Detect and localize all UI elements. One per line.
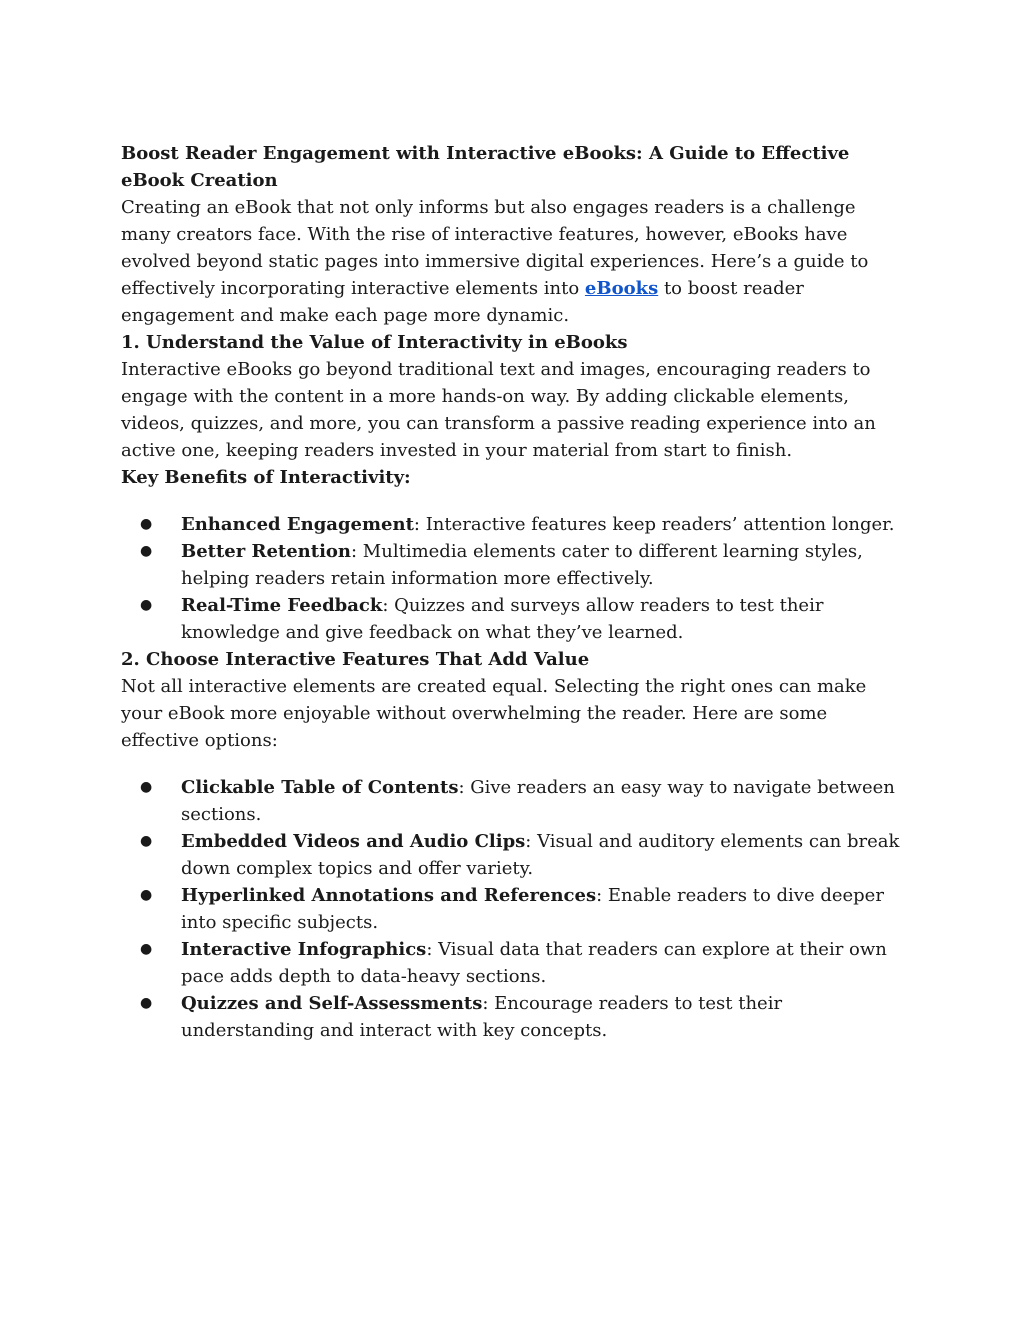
bullet-icon: ● <box>140 516 153 532</box>
feature-term: Interactive Infographics <box>181 939 427 960</box>
benefit-text: : Multimedia elements cater to different learning styles, helping readers retain information more effectively. <box>181 541 863 589</box>
list-item <box>121 936 901 990</box>
list-item <box>121 592 901 646</box>
document-page <box>121 140 901 1044</box>
bullet-icon: ● <box>140 833 153 849</box>
bullet-icon: ● <box>140 543 153 559</box>
bullet-icon: ● <box>140 941 153 957</box>
intro-paragraph <box>121 194 901 329</box>
list-item <box>121 828 901 882</box>
bullet-icon: ● <box>140 597 153 613</box>
feature-term: Hyperlinked Annotations and References <box>181 885 597 906</box>
intro-text-after: to boost reader engagement and make each page more dynamic. <box>121 278 804 326</box>
section-1-heading: 1. Understand the Value of Interactivity in eBooks <box>121 332 628 353</box>
list-item <box>121 511 901 538</box>
benefits-list <box>121 511 901 646</box>
feature-text: : Visual data that readers can explore at their own pace adds depth to data-heavy sections. <box>181 939 887 987</box>
feature-text: : Encourage readers to test their understanding and interact with key concepts. <box>181 993 783 1041</box>
list-item <box>121 990 901 1044</box>
list-item <box>121 882 901 936</box>
section-2-heading: 2. Choose Interactive Features That Add Value <box>121 649 590 670</box>
feature-text: : Give readers an easy way to navigate between sections. <box>181 777 895 825</box>
section-1-paragraph: Interactive eBooks go beyond traditional text and images, encouraging readers to engage with the content in a more hands-on way. By adding clickable elements, videos, quizzes, and more, you can transform a passive reading experience into an active one, keeping readers invested in your material from start to finish. <box>121 359 876 461</box>
feature-term: Quizzes and Self-Assessments <box>181 993 483 1014</box>
ebooks-link[interactable]: eBooks <box>584 278 659 299</box>
list-item <box>121 538 901 592</box>
benefit-term: Enhanced Engagement <box>181 514 414 535</box>
feature-term: Embedded Videos and Audio Clips <box>181 831 526 852</box>
bullet-icon: ● <box>140 887 153 903</box>
feature-text: : Enable readers to dive deeper into specific subjects. <box>181 885 884 933</box>
document-title: Boost Reader Engagement with Interactive eBooks: A Guide to Effective eBook Creation <box>121 143 850 191</box>
benefit-term: Better Retention <box>181 541 352 562</box>
feature-term: Clickable Table of Contents <box>181 777 459 798</box>
benefit-term: Real-Time Feedback <box>181 595 383 616</box>
features-list <box>121 774 901 1044</box>
bullet-icon: ● <box>140 779 153 795</box>
key-benefits-heading: Key Benefits of Interactivity: <box>121 467 411 488</box>
bullet-icon: ● <box>140 995 153 1011</box>
list-item <box>121 774 901 828</box>
section-2-paragraph: Not all interactive elements are created equal. Selecting the right ones can make your eBook more enjoyable without overwhelming the reader. Here are some effective options: <box>121 676 867 751</box>
intro-text-before: Creating an eBook that not only informs but also engages readers is a challenge many creators face. With the rise of interactive features, however, eBooks have evolved beyond static pages into immersive digital experiences. Here’s a guide to effectively incorporating interactive elements into <box>121 197 869 299</box>
benefit-text: : Interactive features keep readers’ attention longer. <box>413 514 895 535</box>
feature-text: : Visual and auditory elements can break down complex topics and offer variety. <box>181 831 900 879</box>
benefit-text: : Quizzes and surveys allow readers to test their knowledge and give feedback on what they’ve learned. <box>181 595 824 643</box>
